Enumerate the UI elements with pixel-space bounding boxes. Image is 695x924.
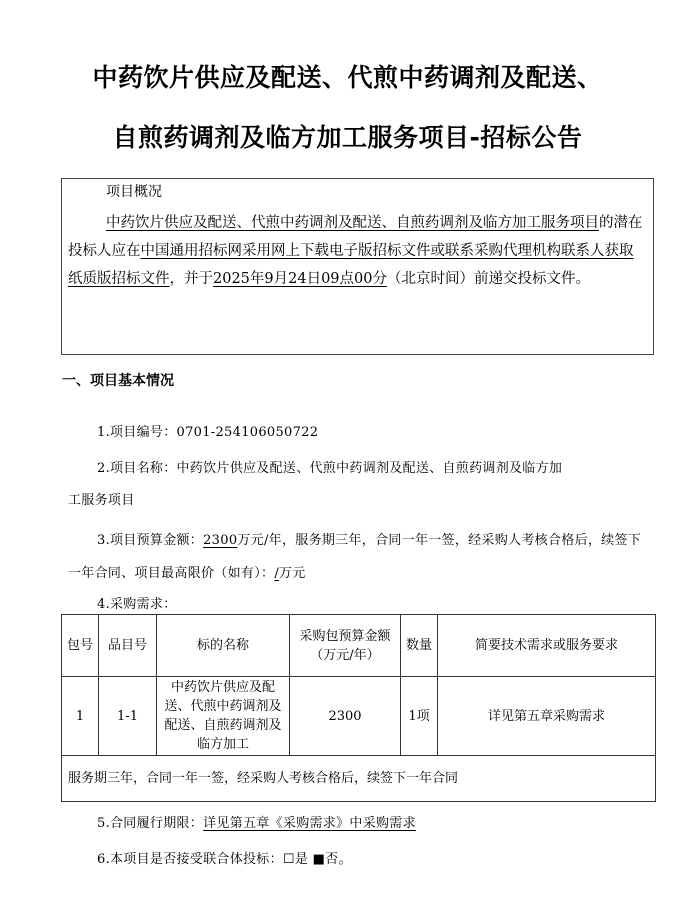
header-budget: 采购包预算金额（万元/年） (290, 615, 401, 677)
overview-heading: 项目概况 (106, 184, 162, 200)
consortium-bid: 6.本项目是否接受联合体投标：☐是 ■否。 (97, 852, 352, 867)
overview-text: 的潜在投标人应在 (68, 215, 643, 259)
procurement-demand: 4.采购需求： (97, 597, 177, 612)
header-requirements: 简要技术需求或服务要求 (438, 615, 656, 677)
header-item-no: 品目号 (99, 615, 157, 677)
budget-text: 万元/年，服务期三年，合同一年一签，经采购人考核合格后，续签下一年合同、项目最高限价（如有）： (68, 533, 642, 581)
header-subject-name: 标的名称 (157, 615, 290, 677)
demand-table (61, 614, 656, 802)
max-limit-value: / (274, 566, 279, 581)
title-line-2: 自煎药调剂及临方加工服务项目-招标公告 (112, 123, 583, 152)
contract-term (97, 812, 416, 831)
cell-quantity: 1项 (401, 677, 438, 756)
budget-value: 2300 (203, 533, 238, 548)
table-note: 服务期三年，合同一年一签，经采购人考核合格后，续签下一年合同 (62, 756, 656, 802)
cell-package-no: 1 (62, 677, 99, 756)
max-limit-unit: 万元 (279, 566, 306, 581)
table-row (62, 677, 656, 756)
overview-obtain-method: 中国通用招标网采用网上下载电子版招标文件或联系采购代理机构联系人获取纸质版招标文件 (68, 243, 634, 287)
contract-term-value: 详见第五章《采购需求》中采购需求 (203, 816, 416, 831)
project-name-line1: 2.项目名称：中药饮片供应及配送、代煎中药调剂及配送、自煎药调剂及临方加 (97, 461, 563, 476)
cell-subject-name: 中药饮片供应及配送、代煎中药调剂及配送、自煎药调剂及临方加工 (157, 677, 290, 756)
project-budget (68, 524, 648, 590)
overview-box (61, 178, 654, 355)
cell-item-no: 1-1 (99, 677, 157, 756)
budget-label: 3.项目预算金额： (97, 533, 204, 548)
header-package-no: 包号 (62, 615, 99, 677)
overview-project-name: 中药饮片供应及配送、代煎中药调剂及配送、自煎药调剂及临方加工服务项目 (106, 215, 599, 231)
header-quantity: 数量 (401, 615, 438, 677)
overview-deadline: 2025年9月24日09点00分 (213, 271, 387, 287)
overview-paragraph (68, 209, 646, 293)
table-note-row (62, 756, 656, 802)
table-header-row (62, 615, 656, 677)
overview-text: （北京时间）前递交投标文件。 (386, 271, 590, 287)
contract-term-label: 5.合同履行期限： (97, 816, 204, 831)
project-number: 1.项目编号：0701-254106050722 (97, 425, 319, 440)
cell-requirements: 详见第五章采购需求 (438, 677, 656, 756)
section-heading: 一、项目基本情况 (62, 373, 174, 389)
title-line-1: 中药饮片供应及配送、代煎中药调剂及配送、 (92, 63, 603, 92)
overview-text: ，并于 (169, 271, 213, 287)
cell-budget: 2300 (290, 677, 401, 756)
project-name-line2: 工服务项目 (68, 493, 135, 508)
